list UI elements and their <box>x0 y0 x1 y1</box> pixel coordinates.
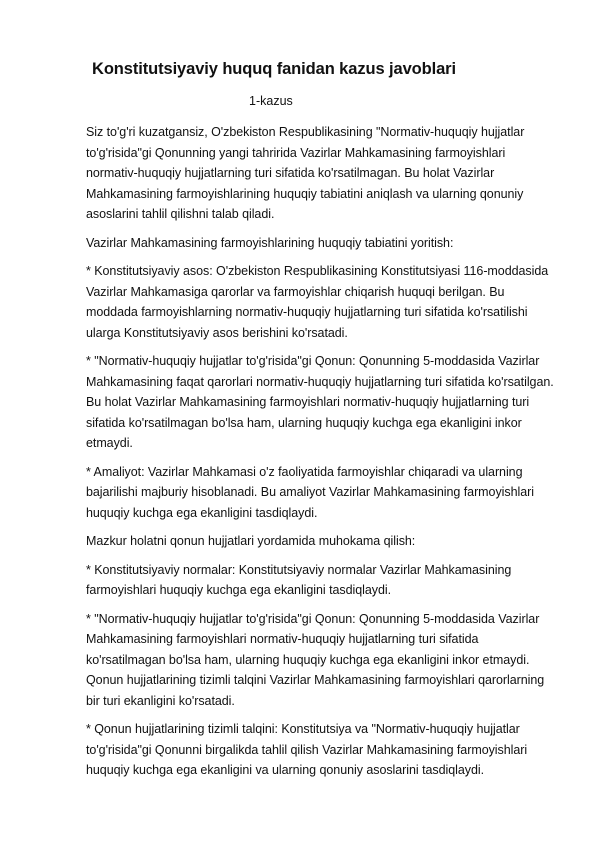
paragraph: * Amaliyot: Vazirlar Mahkamasi o'z faoliyatida farmoyishlar chiqaradi va ularning bajarilishi majburiy hisoblanadi. Bu amaliyot Vazirlar Mahkamasining farmoyishlari huquqiy kuchga ega ekanligini tasdiqlaydi. <box>86 464 534 520</box>
paragraph: * "Normativ-huquqiy hujjatlar to'g'risida"gi Qonun: Qonunning 5-moddasida Vazirlar Mahkamasining faqat qarorlari normativ-huquqiy hujjatlarning turi sifatida ko'rsatilgan. Bu holat Vazirlar Mahkamasining farmoyishlari normativ-huquqiy hujjatlarning turi sifatida ko'rsatilmagan bo'lsa ham, ularning huquqiy kuchga ega ekanligini inkor etmaydi. <box>86 354 554 450</box>
paragraph: Mazkur holatni qonun hujjatlari yordamida muhokama qilish: <box>86 534 416 548</box>
paragraph: Vazirlar Mahkamasining farmoyishlarining huquqiy tabiatini yoritish: <box>86 235 454 250</box>
paragraph: * Konstitutsiyaviy normalar: Konstitutsiyaviy normalar Vazirlar Mahkamasining farmoyishlari huquqiy kuchga ega ekanligini tasdiqlaydi. <box>86 562 512 597</box>
paragraph: * "Normativ-huquqiy hujjatlar to'g'risida"gi Qonun: Qonunning 5-moddasida Vazirlar Mahkamasining farmoyishlari normativ-huquqiy hujjatlarning turi sifatida ko'rsatilmagan bo'lsa ham, ularning huquqiy kuchga ega ekanligini inkor etmaydi. Qonun hujjatlarining tizimli talqini Vazirlar Mahkamasining farmoyishlari qarorlarning bir turi ekanligini ko'rsatadi. <box>86 611 545 708</box>
document-title: Konstitutsiyaviy huquq fanidan kazus javoblari <box>92 60 456 78</box>
paragraph: * Konstitutsiyaviy asos: O'zbekiston Respublikasining Konstitutsiyasi 116-moddasida Vazirlar Mahkamasiga qarorlar va farmoyishlar chiqarish huquqi berilgan. Bu moddada farmoyishlarning normativ-huquqiy hujjatlarning turi sifatida ko'rsatilishi ularga Konstitutsiyaviy asos berishini ko'rsatadi. <box>86 264 549 340</box>
case-number: 1-kazus <box>249 94 293 108</box>
paragraph: Siz to'g'ri kuzatgansiz, O'zbekiston Respublikasining "Normativ-huquqiy hujjatlar to'g'risida"gi Qonunning yangi tahririda Vazirlar Mahkamasining farmoyishlari normativ-huquqiy hujjatlarning turi sifatida ko'rsatilmagan. Bu holat Vazirlar Mahkamasining farmoyishlarining huquqiy tabiatini aniqlash va ularning qonuniy asoslarini tahlil qilishni talab qiladi. <box>86 125 525 221</box>
paragraph: * Qonun hujjatlarining tizimli talqini: Konstitutsiya va "Normativ-huquqiy hujjatlar to'g'risida"gi Qonunni birgalikda tahlil qilish Vazirlar Mahkamasining farmoyishlari huquqiy kuchga ega ekanligini va ularning qonuniy asoslarini tasdiqlaydi. <box>86 722 528 777</box>
document-body <box>86 122 558 789</box>
